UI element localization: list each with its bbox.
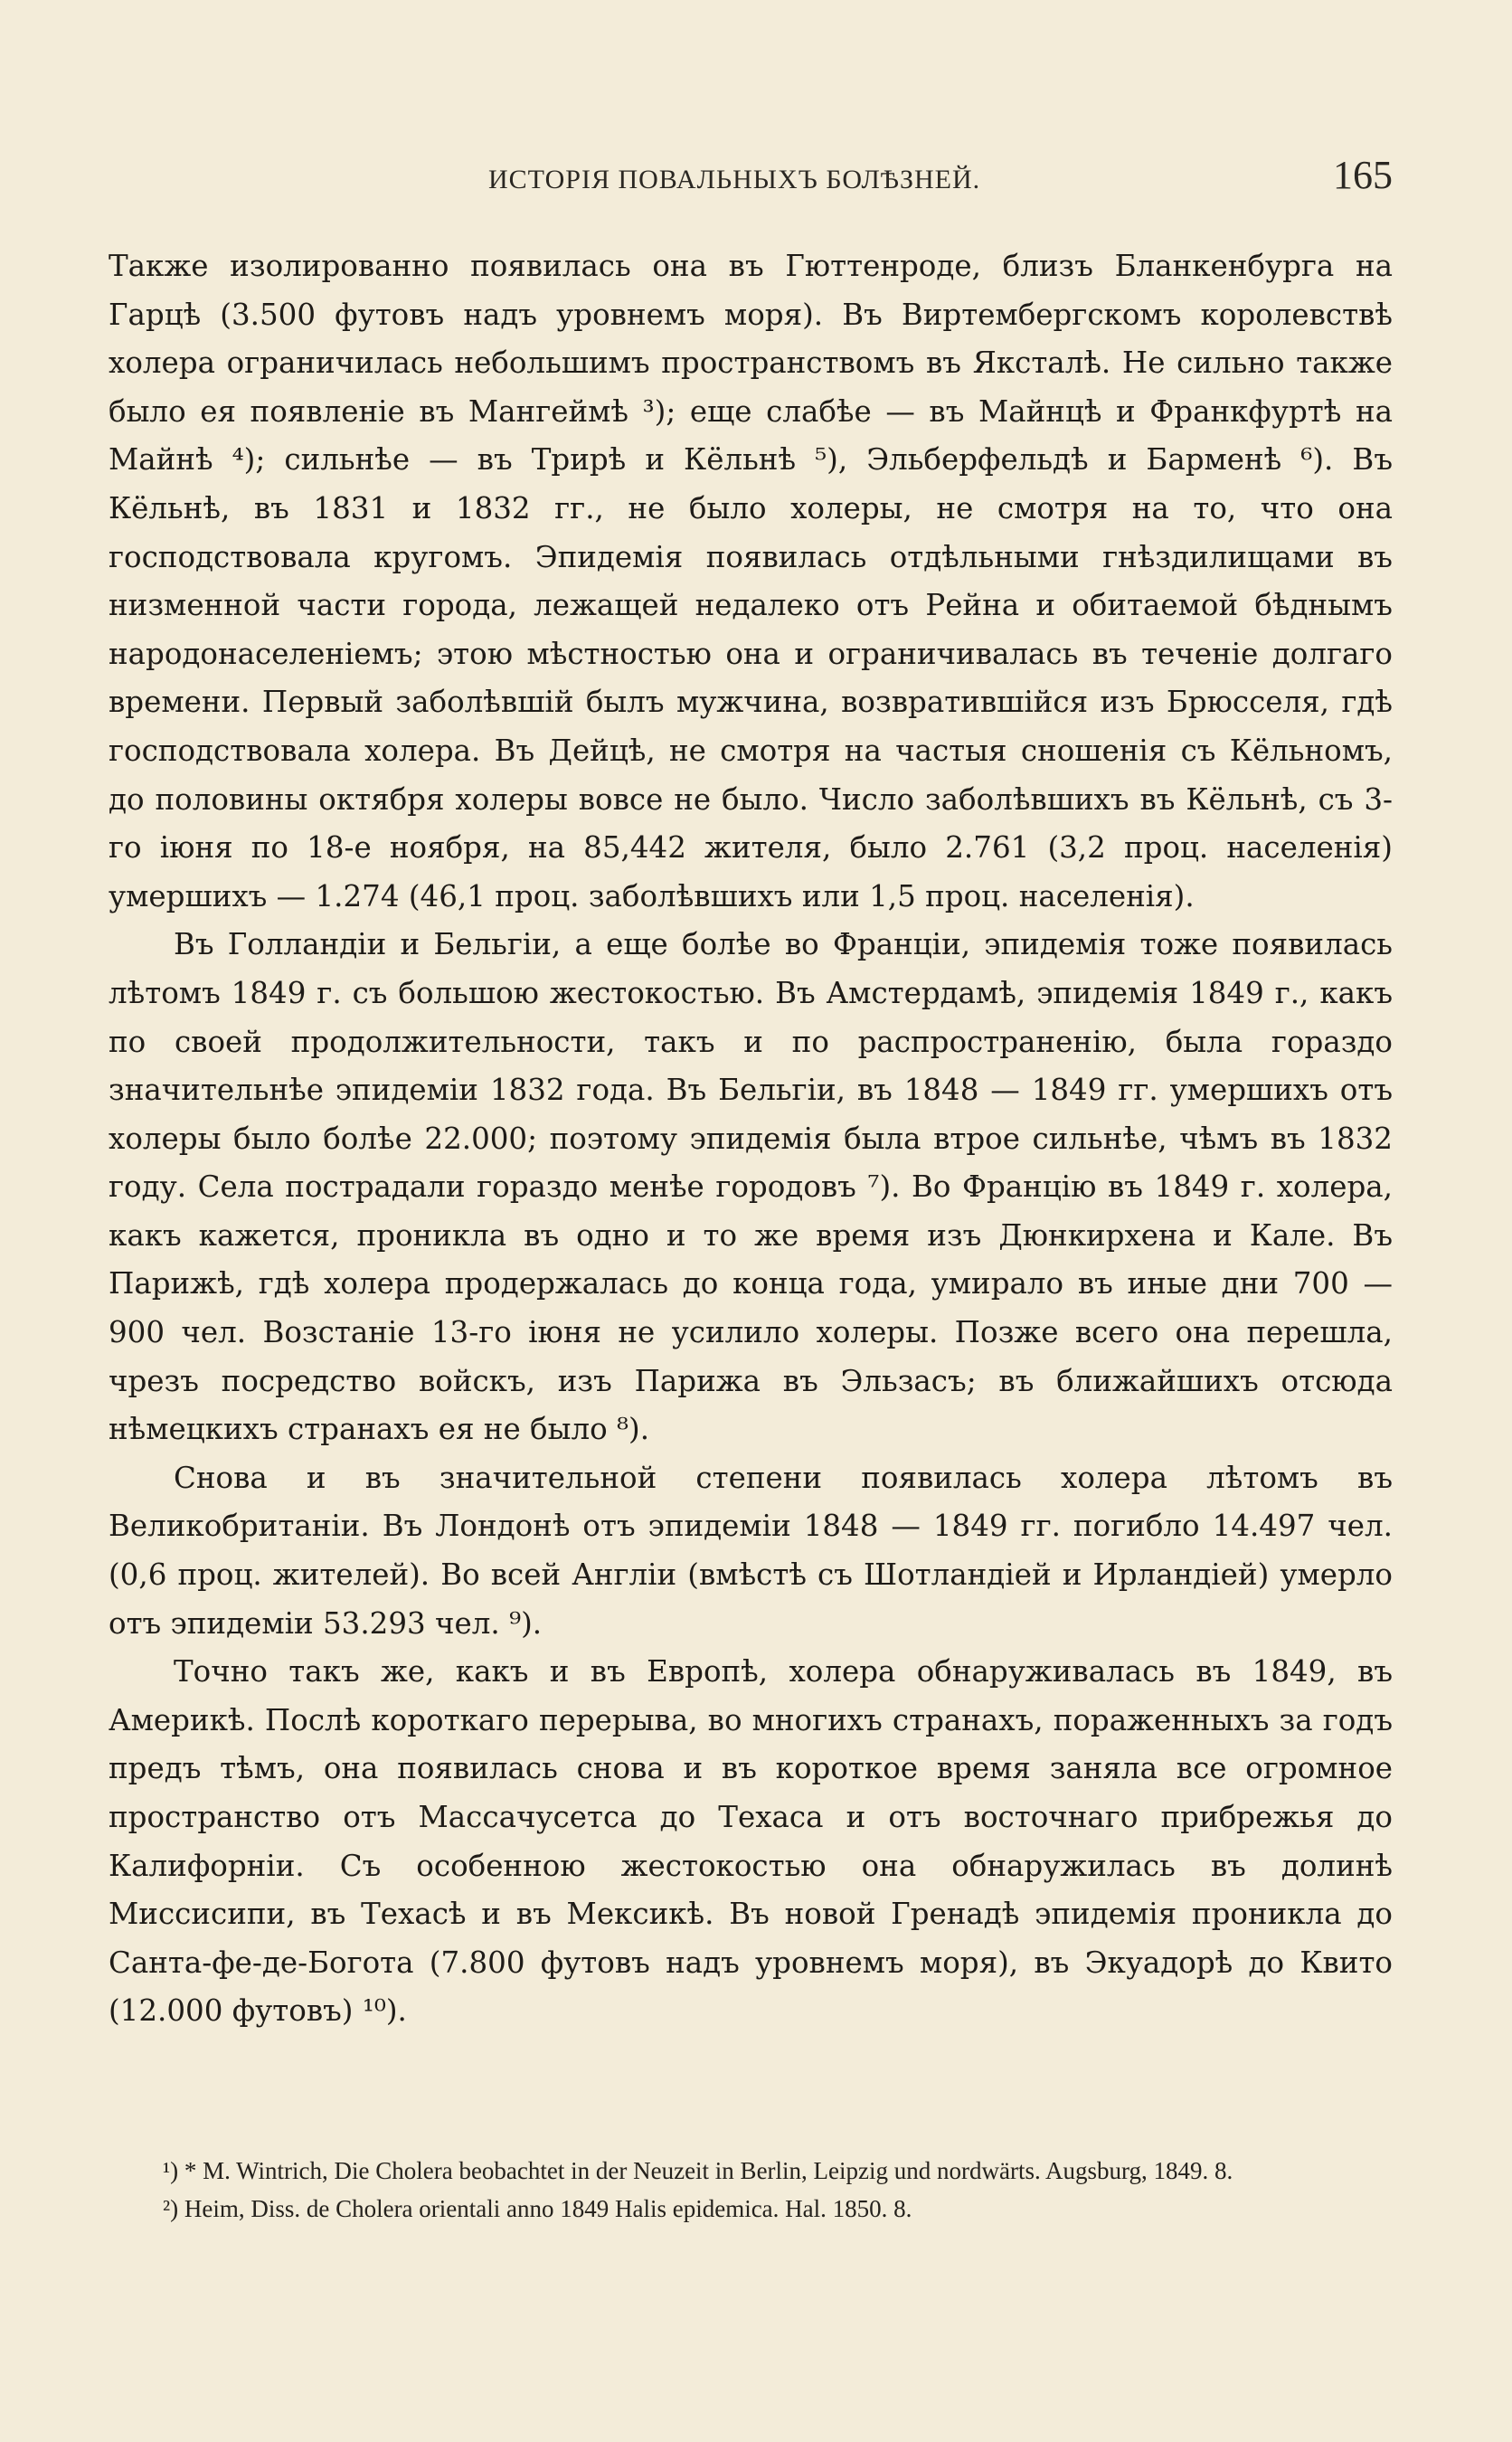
page-header <box>109 152 1393 206</box>
footnote-1: ¹) * M. Wintrich, Die Cholera beobachtet in der Neuzeit in Berlin, Leipzig und nordwärts. Augsburg, 1849. 8. <box>163 2157 1233 2184</box>
main-text <box>109 242 1393 2036</box>
running-title: ИСТОРІЯ ПОВАЛЬНЫХЪ БОЛѢЗНЕЙ. <box>488 165 981 194</box>
footnotes <box>109 2154 1393 2230</box>
paragraph-cologne: Также изолированно появилась она въ Гюттенроде, близъ Бланкенбурга на Гарцѣ (3.500 футовъ надъ уровнемъ моря). Въ Виртембергскомъ королевствѣ холера ограничилась небольшимъ пространствомъ въ Яксталѣ. Не сильно также было ея появленіе въ Мангеймѣ ³); еще слабѣе — въ Майнцѣ и Франкфуртѣ на Майнѣ ⁴); сильнѣе — въ Трирѣ и Кёльнѣ ⁵), Эльберфельдѣ и Барменѣ ⁶). Въ Кёльнѣ, въ 1831 и 1832 гг., не было холеры, не смотря на то, что она господствовала кругомъ. Эпидемія появилась отдѣльными гнѣздилищами въ низменной части города, лежащей недалеко отъ Рейна и обитаемой бѣднымъ народонаселеніемъ; этою мѣстностью она и ограничивалась въ теченіе долгаго времени. Первый заболѣвшій былъ мужчина, возвратившійся изъ Брюсселя, гдѣ господствовала холера. Въ Дейцѣ, не смотря на частыя сношенія съ Кёльномъ, до половины октября холеры вовсе не было. Число заболѣвшихъ въ Кёльнѣ, съ 3-го іюня по 18-е ноября, на 85,442 жителя, было 2.761 (3,2 проц. населенія) умершихъ — 1.274 (46,1 проц. заболѣвшихъ или 1,5 проц. населенія). <box>109 249 1393 913</box>
paragraph-america: Точно такъ же, какъ и въ Европѣ, холера обнаруживалась въ 1849, въ Америкѣ. Послѣ короткаго перерыва, во многихъ странахъ, пораженныхъ за годъ предъ тѣмъ, она появилась снова и въ короткое время заняла все огромное пространство отъ Массачусетса до Техаса и отъ восточнаго прибрежья до Калифорніи. Съ особенною жестокостью она обнаружилась въ долинѣ Миссисипи, въ Техасѣ и въ Мексикѣ. Въ новой Гренадѣ эпидемія проникла до Санта-фе-де-Богота (7.800 футовъ надъ уровнемъ моря), въ Экуадорѣ до Квито (12.000 футовъ) ¹⁰). <box>109 1654 1393 2029</box>
paragraph-great-britain: Снова и въ значительной степени появилась холера лѣтомъ въ Великобританіи. Въ Лондонѣ отъ эпидеміи 1848 — 1849 гг. погибло 14.497 чел. (0,6 проц. жителей). Во всей Англіи (вмѣстѣ съ Шотландіей и Ирландіей) умерло отъ эпидеміи 53.293 чел. ⁹). <box>109 1460 1393 1641</box>
paragraph-holland-belgium-france: Въ Голландіи и Бельгіи, а еще болѣе во Франціи, эпидемія тоже появилась лѣтомъ 1849 г. съ большою жестокостью. Въ Амстердамѣ, эпидемія 1849 г., какъ по своей продолжительности, такъ и по распространенію, была гораздо значительнѣе эпидеміи 1832 года. Въ Бельгіи, въ 1848 — 1849 гг. умершихъ отъ холеры было болѣе 22.000; поэтому эпидемія была втрое сильнѣе, чѣмъ въ 1832 году. Села пострадали гораздо менѣе городовъ ⁷). Во Францію въ 1849 г. холера, какъ кажется, проникла въ одно и то же время изъ Дюнкирхена и Кале. Въ Парижѣ, гдѣ холера продержалась до конца года, умирало въ иные дни 700 — 900 чел. Возстаніе 13-го іюня не усилило холеры. Позже всего она перешла, чрезъ посредство войскъ, изъ Парижа въ Эльзасъ; въ ближайшихъ отсюда нѣмецкихъ странахъ ея не было ⁸). <box>109 927 1393 1447</box>
footnote-2: ²) Heim, Diss. de Cholera orientali anno 1849 Halis epidemica. Hal. 1850. 8. <box>163 2195 912 2222</box>
page-number: 165 <box>1333 153 1393 197</box>
